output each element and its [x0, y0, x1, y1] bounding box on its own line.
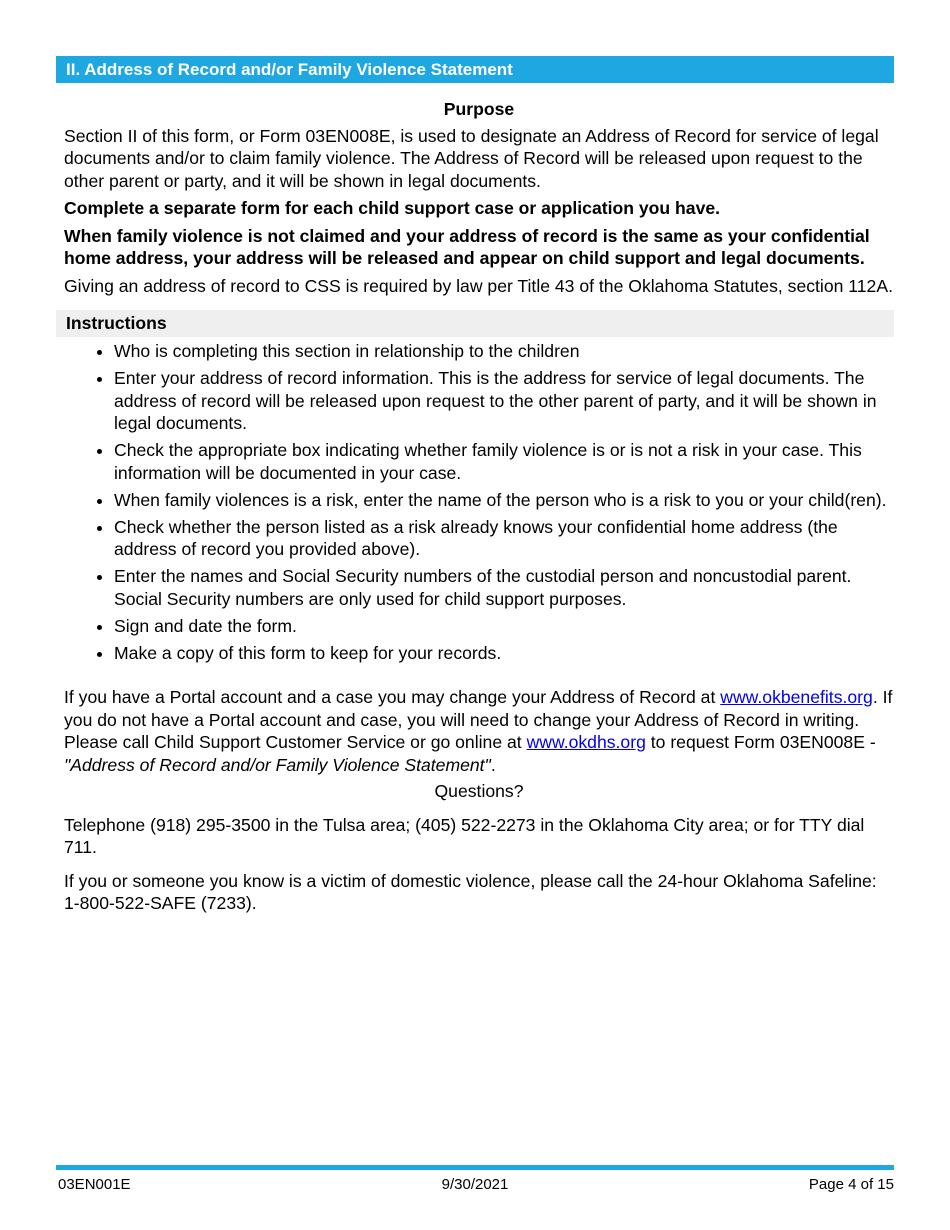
portal-text-3: to request Form 03EN008E - — [645, 732, 876, 752]
list-item: • Enter the names and Social Security numbers of the custodial person and noncustodial parent. Social Security numbers are only used for child support purposes. — [114, 565, 894, 610]
portal-paragraph — [64, 686, 894, 776]
list-item: • Make a copy of this form to keep for your records. — [114, 642, 894, 665]
portal-text-2: . If you do not have a Portal account and case, you will need to change your Address of Record in writing. Please call Child Support Customer Service or go online at — [64, 687, 893, 752]
okbenefits-link[interactable]: www.okbenefits.org — [720, 687, 873, 707]
address-release-warning: When family violence is not claimed and your address of record is the same as your confidential home address, your address will be released and appear on child support and legal documents. — [64, 225, 870, 268]
list-item: • When family violences is a risk, enter the name of the person who is a risk to you or your child(ren). — [114, 489, 894, 512]
footer-divider — [56, 1165, 894, 1170]
list-item: • Check whether the person listed as a risk already knows your confidential home address (the address of record you provided above). — [114, 516, 894, 561]
separate-form-note: Complete a separate form for each child support case or application you have. — [64, 198, 721, 218]
footer-page-number: Page 4 of 15 — [808, 1176, 894, 1193]
instructions-list — [64, 340, 894, 664]
portal-text-1: If you have a Portal account and a case you may change your Address of Record at — [64, 687, 721, 707]
portal-text-4: . — [490, 754, 496, 775]
list-item: • Enter your address of record information. This is the address for service of legal documents. The address of record will be released upon request to the other parent of party, and it will be shown in legal documents. — [114, 367, 894, 435]
telephone-info: Telephone (918) 295-3500 in the Tulsa area; (405) 522-2273 in the Oklahoma City area; or for TTY dial 711. — [64, 814, 865, 857]
section-header: II. Address of Record and/or Family Violence Statement — [56, 56, 894, 83]
okdhs-link[interactable]: www.okdhs.org — [526, 732, 646, 752]
main-content — [64, 98, 894, 915]
questions-title: Questions? — [434, 781, 524, 801]
law-statement: Giving an address of record to CSS is required by law per Title 43 of the Oklahoma Statutes, section 112A. — [64, 275, 893, 296]
purpose-title: Purpose — [443, 99, 515, 119]
list-item: • Who is completing this section in relationship to the children — [114, 340, 894, 363]
footer-form-number: 03EN001E — [58, 1176, 131, 1193]
list-item: • Check the appropriate box indicating whether family violence is or is not a risk in your case. This information will be documented in your case. — [114, 439, 894, 484]
form-title-italic: "Address of Record and/or Family Violence Statement" — [64, 754, 491, 775]
purpose-paragraph: Section II of this form, or Form 03EN008E, is used to designate an Address of Record for service of legal documents and/or to claim family violence. The Address of Record will be released upon request to the other parent or party, and it will be shown in legal documents. — [64, 125, 879, 191]
list-item: • Sign and date the form. — [114, 615, 894, 638]
instructions-header: Instructions — [56, 310, 894, 337]
safeline-info: If you or someone you know is a victim of domestic violence, please call the 24-hour Oklahoma Safeline: 1-800-522-SAFE (7233). — [64, 870, 877, 913]
footer-date: 9/30/2021 — [441, 1176, 509, 1193]
